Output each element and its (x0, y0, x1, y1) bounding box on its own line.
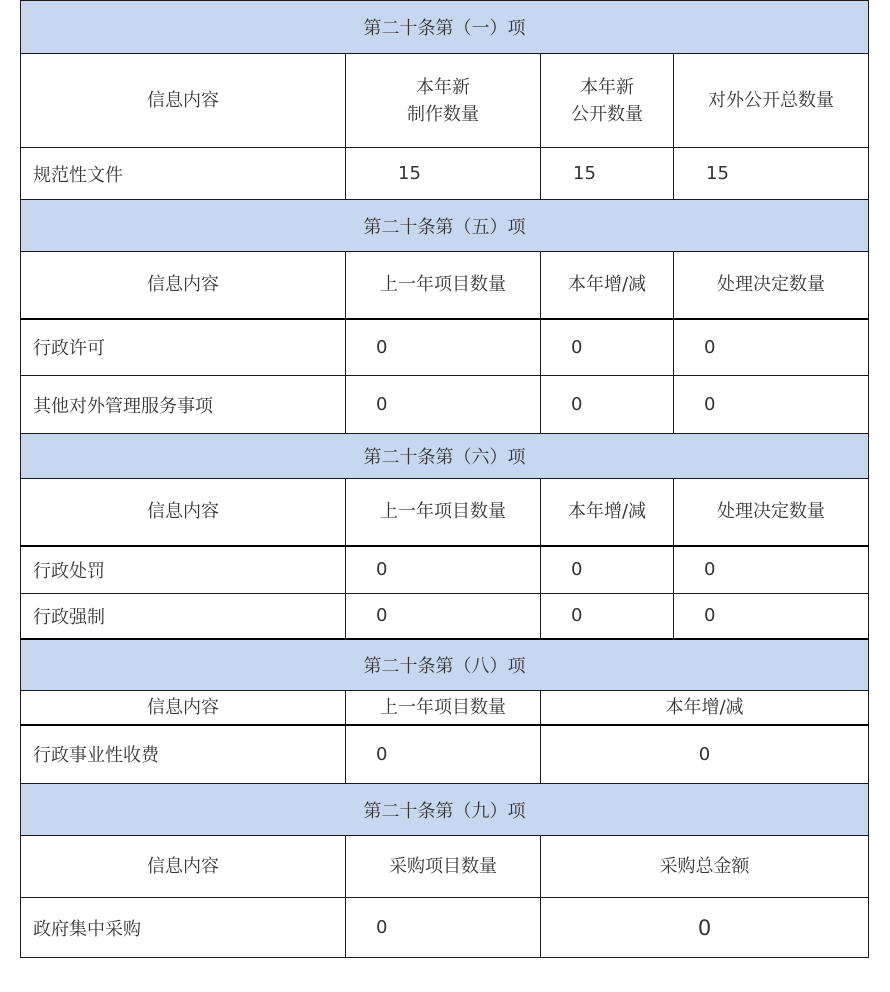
column-header: 信息内容 (21, 691, 346, 725)
cell-value: 0 (346, 319, 541, 376)
column-header: 本年增/减 (541, 691, 869, 725)
row-label: 政府集中采购 (21, 898, 346, 958)
row-label: 其他对外管理服务事项 (21, 376, 346, 434)
cell-value: 0 (674, 546, 869, 594)
column-header-row (21, 691, 869, 725)
cell-value: 0 (541, 319, 674, 376)
column-header: 信息内容 (21, 252, 346, 319)
section-title: 第二十条第（一）项 (21, 1, 869, 54)
row-label: 行政强制 (21, 594, 346, 639)
cell-value: 0 (541, 376, 674, 434)
cell-value: 0 (541, 898, 869, 958)
column-header-row (21, 836, 869, 898)
column-header: 采购总金额 (541, 836, 869, 898)
column-header: 上一年项目数量 (346, 691, 541, 725)
table-row (21, 546, 869, 594)
column-header: 处理决定数量 (674, 252, 869, 319)
column-header: 信息内容 (21, 479, 346, 546)
cell-value: 0 (346, 594, 541, 639)
column-header: 上一年项目数量 (346, 252, 541, 319)
row-label: 行政处罚 (21, 546, 346, 594)
section-header-row (21, 639, 869, 691)
section-header-row (21, 434, 869, 479)
section-header-row (21, 784, 869, 836)
section-header-row (21, 200, 869, 252)
column-header: 本年新 公开数量 (541, 54, 674, 148)
disclosure-table (20, 0, 869, 958)
section-title: 第二十条第（六）项 (21, 434, 869, 479)
cell-value: 15 (346, 148, 541, 200)
section-header-row (21, 1, 869, 54)
column-header: 处理决定数量 (674, 479, 869, 546)
cell-value: 0 (346, 725, 541, 784)
column-header-row (21, 54, 869, 148)
cell-value: 0 (346, 376, 541, 434)
section-title: 第二十条第（九）项 (21, 784, 869, 836)
column-header: 本年增/减 (541, 479, 674, 546)
cell-value: 0 (541, 725, 869, 784)
column-header-row (21, 252, 869, 319)
cell-value: 0 (541, 594, 674, 639)
column-header: 上一年项目数量 (346, 479, 541, 546)
cell-value: 0 (346, 898, 541, 958)
table-row (21, 725, 869, 784)
cell-value: 15 (541, 148, 674, 200)
column-header: 本年增/减 (541, 252, 674, 319)
cell-value: 0 (541, 546, 674, 594)
cell-value: 0 (674, 376, 869, 434)
section-title: 第二十条第（八）项 (21, 639, 869, 691)
column-header-row (21, 479, 869, 546)
table-row (21, 148, 869, 200)
cell-value: 0 (346, 546, 541, 594)
row-label: 行政事业性收费 (21, 725, 346, 784)
column-header: 对外公开总数量 (674, 54, 869, 148)
column-header: 采购项目数量 (346, 836, 541, 898)
table-row (21, 594, 869, 639)
row-label: 规范性文件 (21, 148, 346, 200)
column-header: 本年新 制作数量 (346, 54, 541, 148)
cell-value: 15 (674, 148, 869, 200)
column-header: 信息内容 (21, 54, 346, 148)
table-row (21, 376, 869, 434)
section-title: 第二十条第（五）项 (21, 200, 869, 252)
row-label: 行政许可 (21, 319, 346, 376)
column-header: 信息内容 (21, 836, 346, 898)
cell-value: 0 (674, 594, 869, 639)
table-row (21, 319, 869, 376)
table-row (21, 898, 869, 958)
cell-value: 0 (674, 319, 869, 376)
